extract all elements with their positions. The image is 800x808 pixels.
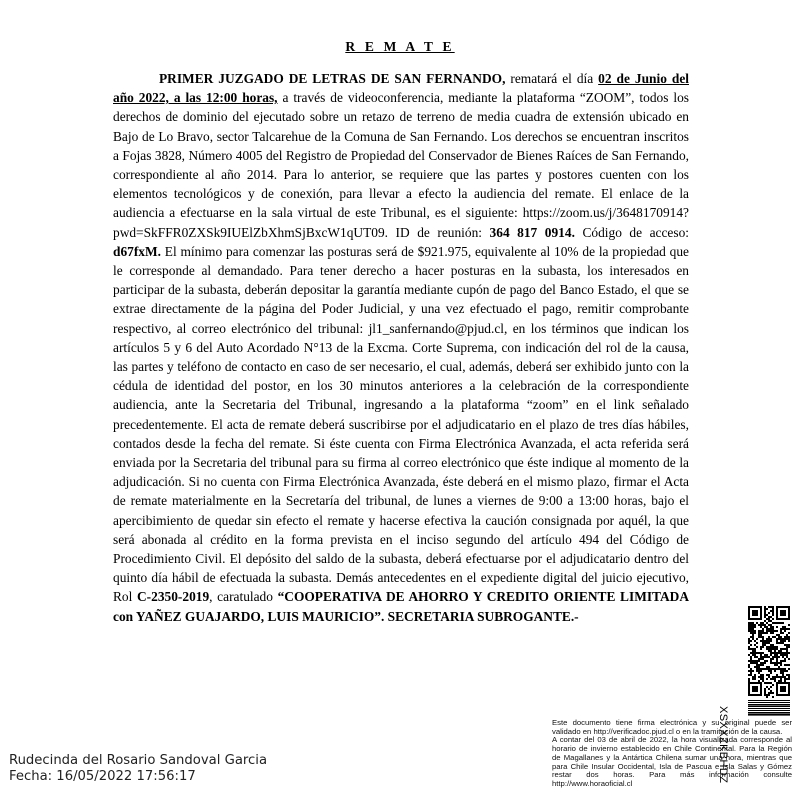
auction-date: 02 de Junio del año 2022, a las 12:00 horas, [113,71,689,106]
signature-date: Fecha: 16/05/2022 17:56:17 [9,768,196,784]
case-caption: “COOPERATIVA DE AHORRO Y CREDITO ORIENTE LIMITADA con YAÑEZ GUAJARDO, LUIS MAURICIO”. SECRETARIA SUBROGANTE.- [113,589,689,624]
validation-note: Este documento tiene firma electrónica y su original puede ser validado en http://verificadoc.pjud.cl o en la tramitación de la causa. [552,718,792,736]
text-segment: rematará el día [505,71,599,86]
verification-qr-code [748,606,790,716]
time-zone-note: A contar del 03 de abril de 2022, la hora visualizada corresponde al horario de invierno establecido en Chile Continental. Para la Región de Magallanes y la Antártica Chilena sumar una hora, mientras que para Chile Insular Occidental, Isla de Pascua e Isla Salas y Gómez restar dos horas. Para más información consulte http://www.horaoficial.cl [552,735,792,788]
text-segment: Código de acceso: [574,224,689,240]
court-name: PRIMER JUZGADO DE LETRAS DE SAN FERNANDO, [159,71,506,86]
text-segment: El mínimo para comenzar las posturas será de $921.975, equivalente al 10% de la propiedad que le corresponde al demandado. Para tener derecho a hacer posturas en la subasta, los interesados en participar de la subasta, deberán depositar la garantía mediante cupón de pago del Banco Estado, el que se extrae directamente de la página del Poder Judicial, y una vez efectuado el pago, remitir comprobante respectivo, al correo electrónico del tribunal: jl1_sanfernando@pjud.cl, en los términos que indican los artículos 5 y 6 del Auto Acordado N°13 de la Excma. Corte Suprema, con indicación del rol de la causa, las partes y teléfono de contacto en caso de ser necesario, el cual, además, deberá ser exhibido junto con la cédula de identidad del postor, en los 30 minutos anteriores a la celebración de la correspondiente audiencia, ante la Secretaria del Tribunal, ingresando a la plataforma “zoom” en el link señalado precedentemente. El acta de remate deberá suscribirse por el adjudicatario en el plazo de tres días hábiles, contados desde la fecha del remate. Si éste cuenta con Firma Electrónica Avanzada, el acta referida será enviada por la Secretaria del tribunal para su firma al correo electrónico que éste indique al momento de la adjudicación. Si no cuenta con Firma Electrónica Avanzada, éste deberá en el mismo plazo, firmar el Acta de remate materialmente en la Secretaría del tribunal, de lunes a viernes de 9:00 a 13:00 horas, bajo el apercibimiento de quedar sin efecto el remate y hacerse efectiva la caución consignada por aquél, la que será abonada al crédito en la forma prevista en el inciso segundo del artículo 494 del Código de Procedimiento Civil. El depósito del saldo de la subasta, deberá efectuarse por el adjudicatario dentro del quinto día hábil de efectuada la subasta. Demás antecedentes en el expediente digital del juicio ejecutivo, Rol [113,243,689,605]
text-segment: , caratulado [209,589,278,605]
meeting-id: 364 817 0914. [489,224,575,240]
signer-name: Rudecinda del Rosario Sandoval Garcia [9,753,268,768]
text-segment: a través de videoconferencia, mediante la plataforma “ZOOM”, todos los derechos de dominio del ejecutado sobre un retazo de terreno de media cuadra de extensión ubicado en Bajo de Lo Bravo, sector Talcarehue de la Comuna de San Fernando. Los derechos se encuentran inscritos a Fojas 3828, Número 4005 del Registro de Propiedad del Conservador de Bienes Raíces de San Fernando, correspondiente al año 2014. Para lo anterior, se requiere que las partes y postores cuenten con los elementos tecnológicos y de conexión, para llevar a efecto la audiencia del remate. El enlace de la audiencia a efectuarse en la sala virtual de este Tribunal, es el siguiente: https://zoom.us/j/3648170914?pwd=SkFFR0ZXSk9IUElZbXhmSjBxcW1qUT09. ID de reunión: [113,90,689,240]
access-code: d67fxM. [113,243,161,259]
verification-code: XSXXZKBHDZ [717,706,729,784]
case-rol: C-2350-2019 [137,589,210,605]
signature-block [9,753,267,784]
electronic-signature-note [552,719,792,789]
document-title: R E M A T E [345,39,455,54]
auction-notice-body [113,69,689,626]
